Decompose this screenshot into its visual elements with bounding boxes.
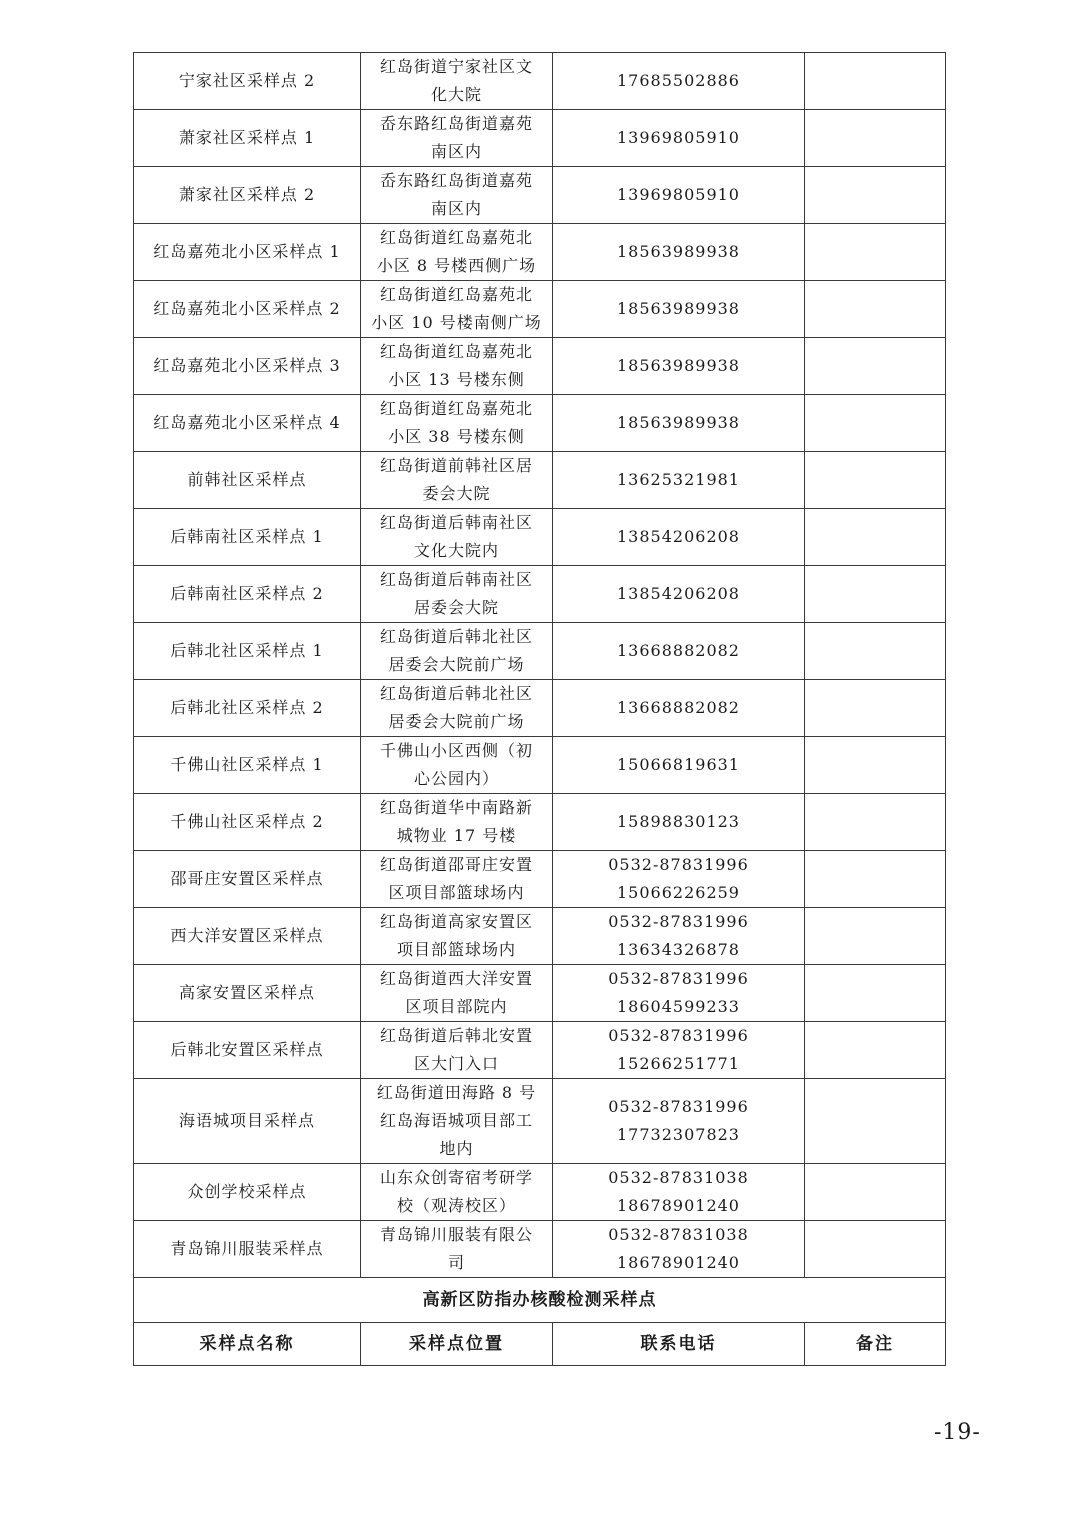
site-note-cell (805, 1079, 946, 1164)
table-row (134, 1022, 946, 1079)
site-location-cell (361, 794, 553, 851)
site-name-cell (134, 167, 361, 224)
table-row (134, 1164, 946, 1221)
table-row (134, 452, 946, 509)
site-location-text: 红岛街道高家安置区 项目部篮球场内 (379, 912, 533, 959)
site-phone-cell (553, 623, 805, 680)
site-location-text: 千佛山小区西侧（初 心公园内） (379, 741, 533, 788)
site-location-text: 红岛街道红岛嘉苑北 小区 10 号楼南侧广场 (371, 285, 542, 332)
site-location-cell (361, 110, 553, 167)
site-phone-cell (553, 794, 805, 851)
site-location-cell (361, 965, 553, 1022)
site-name-cell (134, 965, 361, 1022)
site-location-cell (361, 737, 553, 794)
site-note-cell (805, 395, 946, 452)
site-phone-text: 18563989938 (617, 299, 740, 318)
site-location-cell (361, 623, 553, 680)
site-note-cell (805, 452, 946, 509)
site-phone-cell (553, 1022, 805, 1079)
site-name-text: 红岛嘉苑北小区采样点 1 (153, 242, 341, 261)
site-name-text: 前韩社区采样点 (187, 470, 307, 489)
sampling-sites-table (133, 52, 946, 1366)
site-phone-text: 13668882082 (617, 641, 740, 660)
site-name-cell (134, 623, 361, 680)
column-header-name: 采样点名称 (134, 1323, 361, 1366)
table-footer (134, 1278, 946, 1366)
site-phone-cell (553, 281, 805, 338)
site-location-cell (361, 509, 553, 566)
column-header-note: 备注 (805, 1323, 946, 1366)
table-row (134, 623, 946, 680)
site-name-cell (134, 566, 361, 623)
column-header-row (134, 1323, 946, 1366)
site-location-cell (361, 1221, 553, 1278)
section-title: 高新区防指办核酸检测采样点 (134, 1278, 946, 1323)
site-note-cell (805, 110, 946, 167)
site-location-text: 红岛街道后韩北社区 居委会大院前广场 (379, 627, 533, 674)
table-row (134, 1221, 946, 1278)
site-location-text: 红岛街道后韩北安置 区大门入口 (379, 1026, 533, 1073)
site-phone-cell (553, 338, 805, 395)
site-name-text: 红岛嘉苑北小区采样点 3 (153, 356, 341, 375)
site-name-cell (134, 395, 361, 452)
site-name-cell (134, 1022, 361, 1079)
site-name-cell (134, 794, 361, 851)
site-phone-text: 13625321981 (617, 470, 740, 489)
site-name-text: 后韩北社区采样点 2 (170, 698, 324, 717)
site-phone-cell (553, 908, 805, 965)
site-note-cell (805, 509, 946, 566)
site-location-cell (361, 1022, 553, 1079)
site-location-text: 红岛街道西大洋安置 区项目部院内 (379, 969, 533, 1016)
site-phone-text: 13668882082 (617, 698, 740, 717)
site-location-text: 红岛街道红岛嘉苑北 小区 8 号楼西侧广场 (376, 228, 537, 275)
site-location-text: 岙东路红岛街道嘉苑 南区内 (379, 171, 533, 218)
site-name-text: 萧家社区采样点 2 (178, 185, 316, 204)
site-name-text: 红岛嘉苑北小区采样点 2 (153, 299, 341, 318)
site-location-text: 红岛街道后韩南社区 文化大院内 (379, 513, 533, 560)
site-phone-text: 0532-87831996 13634326878 (608, 912, 749, 959)
site-name-cell (134, 338, 361, 395)
site-location-cell (361, 452, 553, 509)
table-row (134, 1079, 946, 1164)
site-location-cell (361, 167, 553, 224)
site-name-text: 后韩南社区采样点 2 (170, 584, 324, 603)
site-phone-text: 13969805910 (617, 128, 740, 147)
site-name-text: 后韩南社区采样点 1 (170, 527, 324, 546)
site-note-cell (805, 566, 946, 623)
site-phone-text: 0532-87831996 17732307823 (608, 1097, 749, 1144)
site-location-cell (361, 281, 553, 338)
site-phone-cell (553, 452, 805, 509)
site-location-cell (361, 908, 553, 965)
site-note-cell (805, 1164, 946, 1221)
site-name-text: 青岛锦川服装采样点 (170, 1239, 324, 1258)
table-body (134, 53, 946, 1278)
site-note-cell (805, 965, 946, 1022)
site-note-cell (805, 53, 946, 110)
site-name-cell (134, 224, 361, 281)
site-phone-cell (553, 566, 805, 623)
site-location-text: 红岛街道邵哥庄安置 区项目部篮球场内 (379, 855, 533, 902)
site-note-cell (805, 623, 946, 680)
site-phone-cell (553, 965, 805, 1022)
site-name-cell (134, 1221, 361, 1278)
column-header-phone: 联系电话 (553, 1323, 805, 1366)
site-name-text: 萧家社区采样点 1 (178, 128, 316, 147)
site-name-cell (134, 1164, 361, 1221)
site-phone-text: 13854206208 (617, 527, 740, 546)
table-row (134, 53, 946, 110)
site-name-cell (134, 737, 361, 794)
site-phone-text: 0532-87831038 18678901240 (608, 1168, 749, 1215)
site-note-cell (805, 851, 946, 908)
site-phone-text: 0532-87831996 18604599233 (608, 969, 749, 1016)
site-note-cell (805, 737, 946, 794)
site-note-cell (805, 224, 946, 281)
site-phone-cell (553, 1079, 805, 1164)
site-location-text: 红岛街道宁家社区文 化大院 (379, 57, 533, 104)
site-note-cell (805, 908, 946, 965)
site-location-text: 红岛街道后韩南社区 居委会大院 (379, 570, 533, 617)
site-phone-cell (553, 737, 805, 794)
site-phone-text: 0532-87831038 18678901240 (608, 1225, 749, 1272)
table-row (134, 566, 946, 623)
site-phone-text: 15898830123 (617, 812, 740, 831)
site-name-text: 千佛山社区采样点 2 (170, 812, 324, 831)
site-note-cell (805, 281, 946, 338)
site-phone-cell (553, 224, 805, 281)
site-phone-cell (553, 680, 805, 737)
site-location-cell (361, 1079, 553, 1164)
site-name-text: 宁家社区采样点 2 (178, 71, 316, 90)
site-note-cell (805, 1022, 946, 1079)
site-phone-text: 18563989938 (617, 242, 740, 261)
site-phone-cell (553, 509, 805, 566)
site-location-text: 红岛街道田海路 8 号 红岛海语城项目部工 地内 (376, 1083, 537, 1158)
site-name-text: 海语城项目采样点 (178, 1111, 315, 1130)
site-phone-text: 15066819631 (617, 755, 740, 774)
site-phone-text: 13969805910 (617, 185, 740, 204)
table-row (134, 851, 946, 908)
site-location-text: 青岛锦川服装有限公 司 (379, 1225, 533, 1272)
table-row (134, 680, 946, 737)
site-location-cell (361, 680, 553, 737)
site-location-cell (361, 338, 553, 395)
table-row (134, 737, 946, 794)
site-name-cell (134, 281, 361, 338)
site-location-text: 红岛街道后韩北社区 居委会大院前广场 (379, 684, 533, 731)
site-name-text: 西大洋安置区采样点 (170, 926, 324, 945)
site-note-cell (805, 1221, 946, 1278)
site-note-cell (805, 794, 946, 851)
site-name-cell (134, 53, 361, 110)
site-location-cell (361, 566, 553, 623)
site-name-text: 高家安置区采样点 (178, 983, 315, 1002)
site-phone-cell (553, 167, 805, 224)
site-note-cell (805, 338, 946, 395)
site-phone-text: 0532-87831996 15066226259 (608, 855, 749, 902)
site-phone-cell (553, 53, 805, 110)
table-row (134, 224, 946, 281)
site-name-cell (134, 110, 361, 167)
table-row (134, 167, 946, 224)
site-location-text: 红岛街道华中南路新 城物业 17 号楼 (379, 798, 533, 845)
site-phone-text: 13854206208 (617, 584, 740, 603)
site-phone-cell (553, 851, 805, 908)
table-row (134, 908, 946, 965)
table-row (134, 281, 946, 338)
site-note-cell (805, 680, 946, 737)
section-title-row (134, 1278, 946, 1323)
site-location-text: 山东众创寄宿考研学 校（观涛校区） (379, 1168, 533, 1215)
site-phone-cell (553, 1164, 805, 1221)
table-row (134, 794, 946, 851)
site-name-cell (134, 509, 361, 566)
table-row (134, 965, 946, 1022)
site-name-text: 后韩北社区采样点 1 (170, 641, 324, 660)
site-location-cell (361, 395, 553, 452)
site-name-text: 邵哥庄安置区采样点 (170, 869, 324, 888)
site-phone-cell (553, 110, 805, 167)
site-name-cell (134, 452, 361, 509)
site-location-cell (361, 1164, 553, 1221)
site-name-text: 千佛山社区采样点 1 (170, 755, 324, 774)
site-phone-text: 0532-87831996 15266251771 (608, 1026, 749, 1073)
site-location-text: 岙东路红岛街道嘉苑 南区内 (379, 114, 533, 161)
site-note-cell (805, 167, 946, 224)
page-number: -19- (934, 1420, 981, 1445)
site-name-cell (134, 1079, 361, 1164)
site-location-text: 红岛街道红岛嘉苑北 小区 38 号楼东侧 (379, 399, 533, 446)
site-location-cell (361, 851, 553, 908)
site-name-cell (134, 851, 361, 908)
site-phone-text: 18563989938 (617, 413, 740, 432)
site-name-cell (134, 680, 361, 737)
site-name-text: 后韩北安置区采样点 (170, 1040, 324, 1059)
site-name-text: 红岛嘉苑北小区采样点 4 (153, 413, 341, 432)
site-name-cell (134, 908, 361, 965)
site-phone-cell (553, 1221, 805, 1278)
column-header-location: 采样点位置 (361, 1323, 553, 1366)
site-location-text: 红岛街道红岛嘉苑北 小区 13 号楼东侧 (379, 342, 533, 389)
site-phone-text: 17685502886 (617, 71, 740, 90)
site-location-text: 红岛街道前韩社区居 委会大院 (379, 456, 533, 503)
table-row (134, 509, 946, 566)
site-phone-cell (553, 395, 805, 452)
table-row (134, 395, 946, 452)
site-name-text: 众创学校采样点 (187, 1182, 307, 1201)
table-row (134, 338, 946, 395)
site-location-cell (361, 53, 553, 110)
site-phone-text: 18563989938 (617, 356, 740, 375)
table-row (134, 110, 946, 167)
site-location-cell (361, 224, 553, 281)
